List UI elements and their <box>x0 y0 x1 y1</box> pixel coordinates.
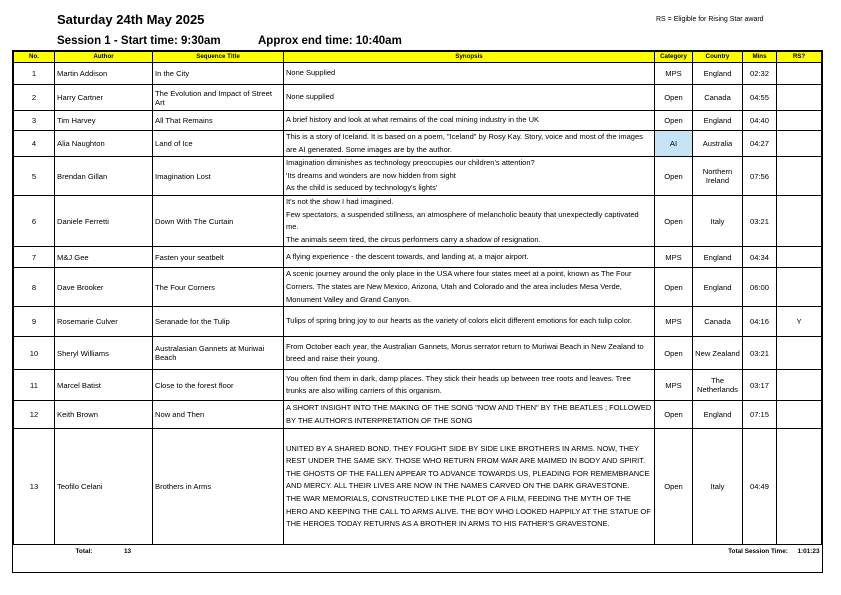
cell-country: England <box>693 111 743 131</box>
table-row <box>14 85 822 111</box>
cell-author: Marcel Batist <box>55 370 153 401</box>
cell-no: 12 <box>14 401 55 429</box>
cell-category: Open <box>655 111 693 131</box>
rs-legend-note: RS = Eligible for Rising Star award <box>656 16 764 23</box>
cell-category: MPS <box>655 63 693 85</box>
cell-no: 11 <box>14 370 55 401</box>
cell-mins: 04:27 <box>743 131 777 157</box>
cell-title: Close to the forest floor <box>153 370 284 401</box>
cell-mins: 04:55 <box>743 85 777 111</box>
table-row <box>14 307 822 337</box>
cell-no: 4 <box>14 131 55 157</box>
cell-rs <box>777 268 822 307</box>
cell-synopsis: It's not the show I had imagined. Few spectators, a suspended stillness, an atmosphere of melancholic beauty that unexpectedly captivated me. The animals seem tired, the circus performers carry a shadow of resignation. <box>284 195 655 246</box>
cell-title: The Evolution and Impact of Street Art <box>153 85 284 111</box>
column-header-title: Sequence Title <box>153 52 284 63</box>
cell-synopsis: A flying experience - the descent towards, and landing at, a major airport. <box>284 247 655 268</box>
cell-country: England <box>693 401 743 429</box>
cell-category: AI <box>655 131 693 157</box>
cell-country: Canada <box>693 307 743 337</box>
cell-title: All That Remains <box>153 111 284 131</box>
cell-no: 5 <box>14 157 55 196</box>
cell-no: 6 <box>14 195 55 246</box>
cell-no: 2 <box>14 85 55 111</box>
cell-title: Imagination Lost <box>153 157 284 196</box>
table-row <box>14 195 822 246</box>
cell-no: 7 <box>14 247 55 268</box>
cell-country: The Netherlands <box>693 370 743 401</box>
cell-category: Open <box>655 337 693 370</box>
cell-title: Brothers in Arms <box>153 429 284 545</box>
table-row <box>14 131 822 157</box>
cell-synopsis: A SHORT INSIGHT INTO THE MAKING OF THE SONG "NOW AND THEN" BY THE BEATLES ; FOLLOWED BY THE AUTHOR'S INTERPRETATION OF THE SONG <box>284 401 655 429</box>
cell-no: 13 <box>14 429 55 545</box>
cell-no: 10 <box>14 337 55 370</box>
cell-synopsis: Tulips of spring bring joy to our hearts as the variety of colors elicit different emotions for each tulip color. <box>284 307 655 337</box>
cell-author: Martin Addison <box>55 63 153 85</box>
cell-mins: 04:49 <box>743 429 777 545</box>
table-row <box>14 429 822 545</box>
cell-country: England <box>693 268 743 307</box>
cell-synopsis: This is a story of Iceland. It is based on a poem, "Iceland" by Rosy Kay. Story, voice and most of the images are AI generated. Some images are by the author. <box>284 131 655 157</box>
cell-title: In the City <box>153 63 284 85</box>
cell-author: Daniele Ferretti <box>55 195 153 246</box>
cell-synopsis: A brief history and look at what remains of the coal mining industry in the UK <box>284 111 655 131</box>
session-start: Session 1 - Start time: 9:30am <box>57 35 221 47</box>
table-row <box>14 268 822 307</box>
cell-rs <box>777 85 822 111</box>
cell-author: Teofilo Celani <box>55 429 153 545</box>
cell-synopsis: UNITED BY A SHARED BOND. THEY FOUGHT SIDE BY SIDE LIKE BROTHERS IN ARMS. NOW, THEY REST UNDER THE SAME SKY. THOSE WHO RETURN FROM WAR ARE MAIMED IN BODY AND SPIRIT. THE GHOSTS OF THE FALLEN APPEAR TO ADVANCE TOWARDS US, PLEADING FOR REMEMBRANCE AND MERCY. ALL THEIR LIVES ARE NOW IN THE NAMES CARVED ON THE DARK GRAVESTONE. THE WAR MEMORIALS, CONSTRUCTED LIKE THE PLOT OF A FILM, FEEDING THE MYTH OF THE HERO AND KEEPING THE CALL TO ARMS ALIVE. THE BOY WHO LOOKED HAPPILY AT THE STATUE OF THE HEROES TODAY RETURNS AS A BROTHER IN ARMS TO HIS FATHER'S GRAVESTONE. <box>284 429 655 545</box>
cell-no: 3 <box>14 111 55 131</box>
cell-rs <box>777 337 822 370</box>
cell-mins: 02:32 <box>743 63 777 85</box>
cell-category: MPS <box>655 247 693 268</box>
cell-author: Keith Brown <box>55 401 153 429</box>
column-header-country: Country <box>693 52 743 63</box>
cell-synopsis: None supplied <box>284 85 655 111</box>
cell-category: Open <box>655 401 693 429</box>
cell-category: Open <box>655 85 693 111</box>
table-row <box>14 247 822 268</box>
cell-author: Sheryl Williams <box>55 337 153 370</box>
column-header-synopsis: Synopsis <box>284 52 655 63</box>
page-title: Saturday 24th May 2025 <box>57 12 205 27</box>
cell-title: Seranade for the Tulip <box>153 307 284 337</box>
table-row <box>14 337 822 370</box>
cell-country: England <box>693 63 743 85</box>
cell-author: Harry Cartner <box>55 85 153 111</box>
cell-rs <box>777 195 822 246</box>
schedule-table <box>13 51 822 558</box>
cell-synopsis: From October each year, the Australian Gannets, Morus serrator return to Muriwai Beach in New Zealand to breed and raise their young. <box>284 337 655 370</box>
cell-author: Rosemarie Culver <box>55 307 153 337</box>
cell-title: Fasten your seatbelt <box>153 247 284 268</box>
cell-country: Australia <box>693 131 743 157</box>
cell-mins: 04:16 <box>743 307 777 337</box>
table-row <box>14 111 822 131</box>
cell-synopsis: Imagination diminishes as technology preoccupies our children's attention? 'Its dreams and wonders are now hidden from sight As the child is seduced by technology's lights' <box>284 157 655 196</box>
cell-no: 1 <box>14 63 55 85</box>
cell-synopsis: None Supplied <box>284 63 655 85</box>
cell-rs: Y <box>777 307 822 337</box>
cell-mins: 03:21 <box>743 195 777 246</box>
cell-author: Dave Brooker <box>55 268 153 307</box>
cell-no: 9 <box>14 307 55 337</box>
cell-rs <box>777 111 822 131</box>
table-row <box>14 370 822 401</box>
cell-rs <box>777 401 822 429</box>
cell-rs <box>777 63 822 85</box>
column-header-author: Author <box>55 52 153 63</box>
cell-category: MPS <box>655 370 693 401</box>
table-header-row <box>14 52 822 63</box>
column-header-rs: RS? <box>777 52 822 63</box>
cell-synopsis: You often find them in dark, damp places. They stick their heads up between tree roots and leaves. Tree trunks are also willing carriers of this organism. <box>284 370 655 401</box>
cell-synopsis: A scenic journey around the only place in the USA where four states meet at a point, known as The Four Corners. The states are New Mexico, Arizona, Utah and Colorado and the area includes Mesa Verde, Monument Valley and Grand Canyon. <box>284 268 655 307</box>
cell-rs <box>777 370 822 401</box>
cell-title: Land of Ice <box>153 131 284 157</box>
cell-country: Canada <box>693 85 743 111</box>
total-count: 13 <box>123 548 132 556</box>
cell-mins: 04:40 <box>743 111 777 131</box>
cell-category: Open <box>655 157 693 196</box>
table-row <box>14 401 822 429</box>
cell-country: Northern Ireland <box>693 157 743 196</box>
cell-author: Tim Harvey <box>55 111 153 131</box>
total-session-time-label: Total Session Time: <box>728 548 788 556</box>
cell-title: Now and Then <box>153 401 284 429</box>
cell-rs <box>777 131 822 157</box>
cell-author: Alia Naughton <box>55 131 153 157</box>
cell-mins: 07:15 <box>743 401 777 429</box>
cell-title: Down With The Curtain <box>153 195 284 246</box>
cell-category: MPS <box>655 307 693 337</box>
total-session-time: 1:01:23 <box>797 548 820 556</box>
cell-mins: 07:56 <box>743 157 777 196</box>
cell-rs <box>777 247 822 268</box>
cell-category: Open <box>655 195 693 246</box>
cell-country: Italy <box>693 195 743 246</box>
cell-no: 8 <box>14 268 55 307</box>
cell-mins: 06:00 <box>743 268 777 307</box>
cell-country: New Zealand <box>693 337 743 370</box>
cell-title: The Four Corners <box>153 268 284 307</box>
column-header-no: No. <box>14 52 55 63</box>
cell-category: Open <box>655 429 693 545</box>
table-footer <box>14 545 822 559</box>
column-header-category: Category <box>655 52 693 63</box>
column-header-mins: Mins <box>743 52 777 63</box>
table-row <box>14 157 822 196</box>
cell-category: Open <box>655 268 693 307</box>
cell-country: England <box>693 247 743 268</box>
cell-rs <box>777 429 822 545</box>
table-row <box>14 63 822 85</box>
cell-author: Brendan Gillan <box>55 157 153 196</box>
cell-country: Italy <box>693 429 743 545</box>
cell-mins: 03:17 <box>743 370 777 401</box>
approx-end-time: Approx end time: 10:40am <box>258 35 402 47</box>
total-label: Total: <box>75 548 93 556</box>
cell-author: M&J Gee <box>55 247 153 268</box>
cell-title: Australasian Gannets at Muriwai Beach <box>153 337 284 370</box>
cell-mins: 03:21 <box>743 337 777 370</box>
cell-rs <box>777 157 822 196</box>
cell-mins: 04:34 <box>743 247 777 268</box>
